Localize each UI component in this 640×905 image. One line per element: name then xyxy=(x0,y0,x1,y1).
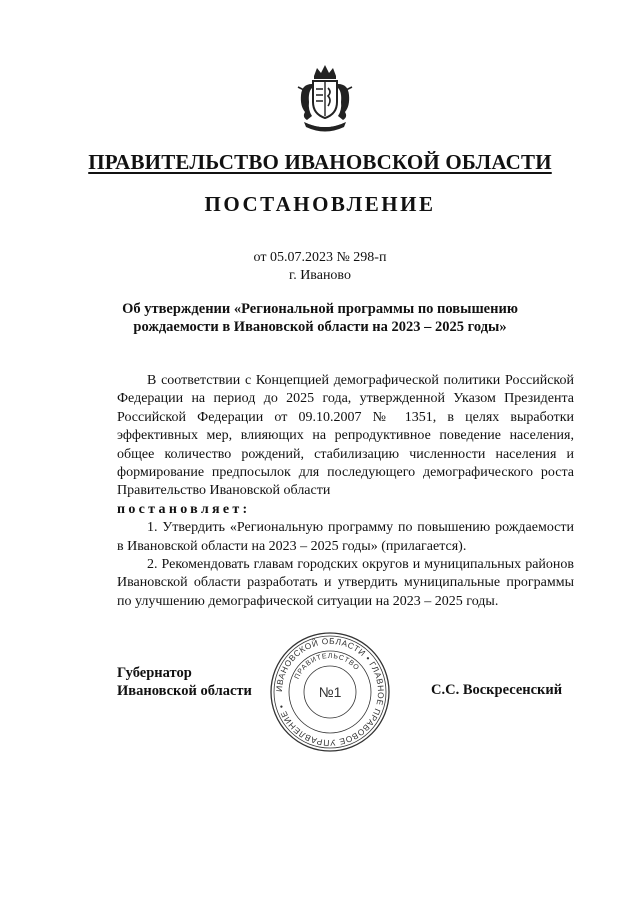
signatory-title-line: Губернатор xyxy=(117,665,192,681)
signatory-title-line: Ивановской области xyxy=(117,683,252,699)
signatory-title xyxy=(117,664,252,700)
resolves-word: постановляет: xyxy=(117,501,251,517)
subject-line: рождаемости в Ивановской области на 2023 – 2025 годы» xyxy=(133,319,507,335)
document-city: г. Иваново xyxy=(289,268,351,283)
resolution-item-2: 2. Рекомендовать главам городских округов и муниципальных районов Ивановской области разработать и утвердить муниципальные программы по улучшению демографической ситуации на 2023 – 2025 годы. xyxy=(117,557,574,609)
stamp-inner-text: ПРАВИТЕЛЬСТВО xyxy=(293,652,361,681)
document-date-number: от 05.07.2023 № 298-п xyxy=(253,250,387,265)
government-title: ПРАВИТЕЛЬСТВО ИВАНОВСКОЙ ОБЛАСТИ xyxy=(88,150,552,174)
coat-of-arms-icon xyxy=(294,62,356,136)
resolution-item-1: 1. Утвердить «Региональную программу по повышению рождаемости в Ивановской области на 2023 – 2025 годы» (прилагается). xyxy=(117,520,574,554)
official-stamp xyxy=(268,630,392,754)
document-subject xyxy=(120,300,520,336)
stamp-ring-text: ИВАНОВСКОЙ ОБЛАСТИ • ГЛАВНОЕ ПРАВОВОЕ УПРАВЛЕНИЕ • xyxy=(273,635,387,749)
signatory-name: С.С. Воскресенский xyxy=(431,682,563,698)
preamble-paragraph: В соответствии с Концепцией демографической политики Российской Федерации на период до 2025 года, утвержденной Указом Президента Российской Федерации от 09.10.2007 № 1351, в целях выработки эффективных мер, влияющих на репродуктивное поведение населения, общее количество рождений, стабилизацию численности населения и формирование предпосылок для последующего демографического роста Правительство Ивановской области xyxy=(117,373,574,499)
document-type: ПОСТАНОВЛЕНИЕ xyxy=(204,192,436,216)
document-body xyxy=(117,372,574,611)
stamp-number: №1 xyxy=(318,684,342,700)
subject-line: Об утверждении «Региональной программы по повышению xyxy=(122,301,518,317)
